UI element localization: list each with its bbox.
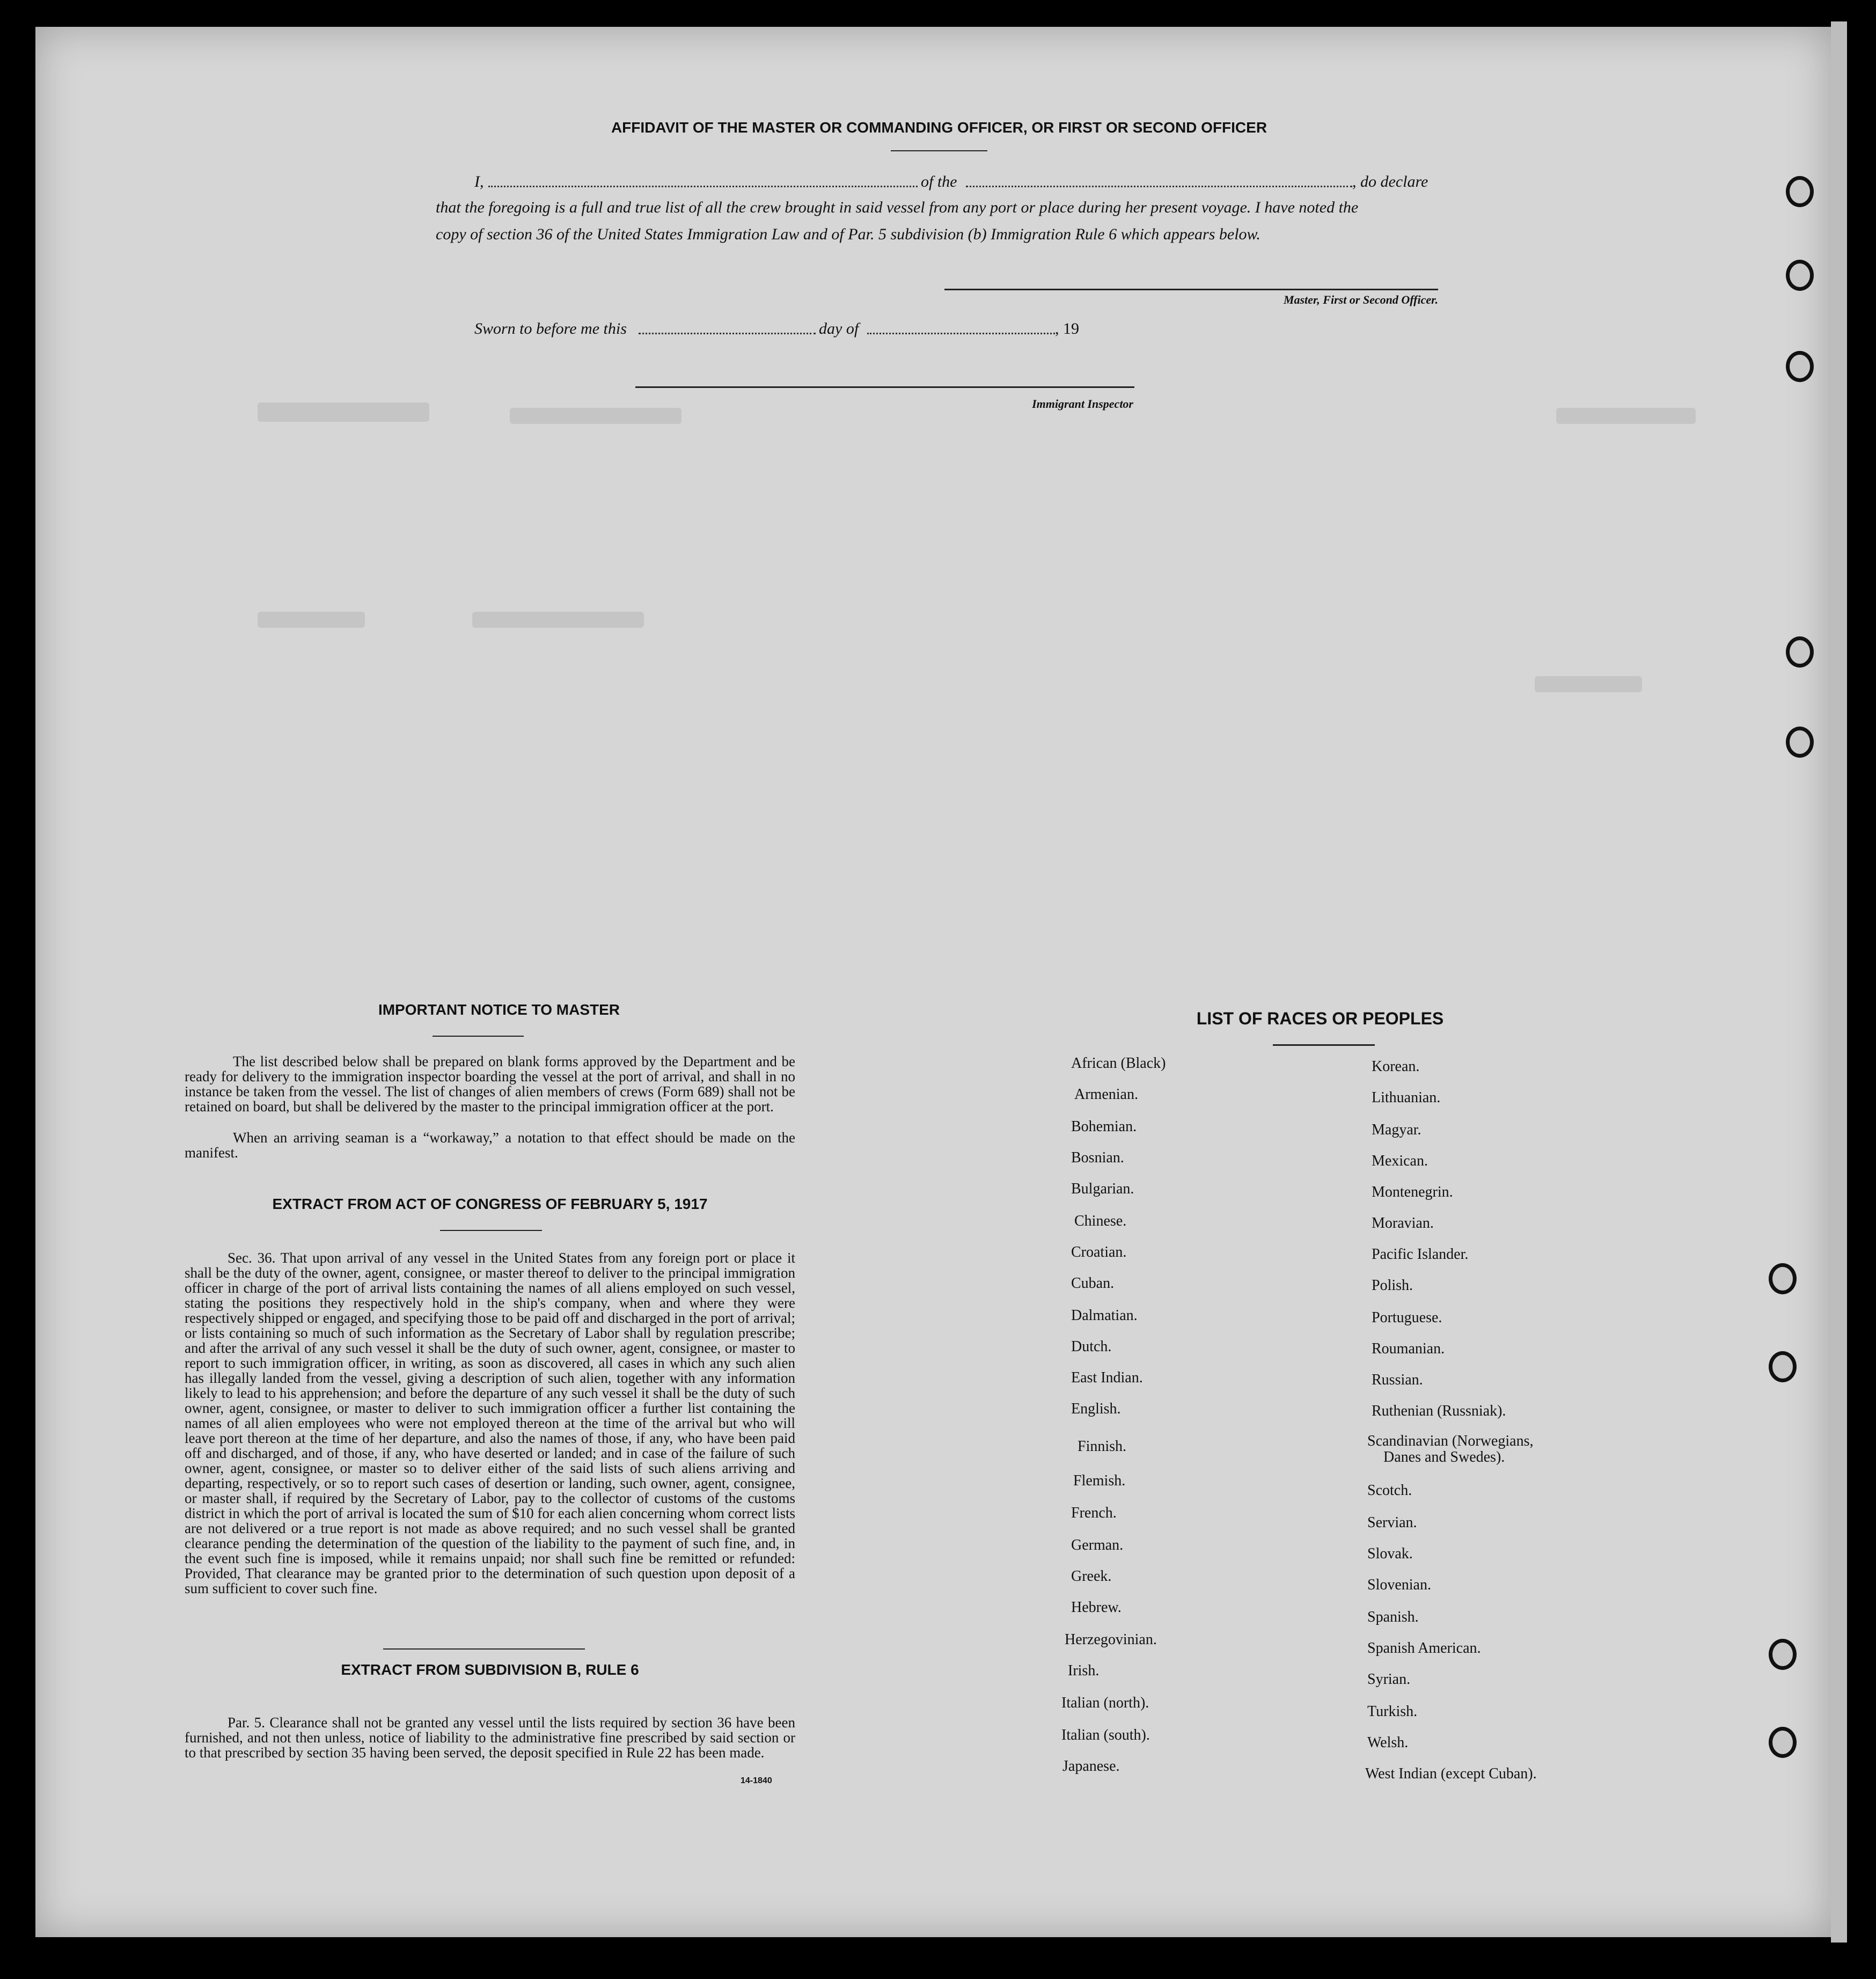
show-through-mark [472, 612, 644, 628]
race-item: Polish. [1372, 1277, 1413, 1294]
punch-hole [1786, 636, 1814, 668]
race-item: Scandinavian (Norwegians, [1367, 1433, 1534, 1449]
race-item: Herzegovinian. [1065, 1631, 1157, 1648]
race-item: Armenian. [1074, 1086, 1138, 1103]
notice-rule [433, 1036, 524, 1037]
punch-hole [1786, 351, 1814, 382]
race-item: Pacific Islander. [1372, 1246, 1469, 1263]
punch-hole [1769, 1639, 1797, 1670]
inspector-caption: Immigrant Inspector [1032, 397, 1133, 411]
race-item: Turkish. [1367, 1703, 1418, 1720]
race-item: Irish. [1068, 1662, 1100, 1679]
race-item: Servian. [1367, 1514, 1417, 1531]
notice-paragraph-1: The list described below shall be prepared on blank forms approved by the Department and be ready for delivery to the immigration inspector boarding the vessel at the port of arrival, and shall in no instance be taken from the vessel. The list of changes of alien members of crews (Form 689) shall not be retained on board, but shall be delivered by the master to the principal immigration officer at the port. [185, 1053, 795, 1115]
race-item: Finnish. [1078, 1438, 1127, 1455]
race-item: Magyar. [1372, 1122, 1421, 1138]
sworn-label: Sworn to before me this [474, 320, 627, 338]
race-item: Korean. [1372, 1058, 1420, 1075]
race-item: German. [1071, 1537, 1124, 1553]
race-item: Japanese. [1062, 1758, 1120, 1775]
race-item: Syrian. [1367, 1671, 1411, 1688]
race-item: East Indian. [1071, 1369, 1143, 1386]
race-item: Dalmatian. [1071, 1307, 1138, 1324]
rule-extract-title: EXTRACT FROM SUBDIVISION B, RULE 6 [341, 1661, 639, 1678]
race-item: Dutch. [1071, 1338, 1112, 1355]
punch-hole [1769, 1263, 1797, 1294]
race-item: Welsh. [1367, 1734, 1409, 1751]
race-item: Ruthenian (Russniak). [1372, 1403, 1506, 1419]
officer-signature-line[interactable] [944, 289, 1438, 290]
race-item: Slovenian. [1367, 1577, 1431, 1593]
sworn-month-field[interactable] [867, 333, 1055, 334]
vessel-label: of the [921, 173, 957, 190]
title-rule [891, 150, 987, 151]
show-through-mark [510, 408, 681, 424]
officer-signature-caption: Master, First or Second Officer. [1283, 293, 1438, 306]
punch-hole [1786, 260, 1814, 291]
race-item: Roumanian. [1372, 1340, 1445, 1357]
affiant-name-field[interactable] [488, 186, 918, 187]
races-title: LIST OF RACES OR PEOPLES [1196, 1009, 1444, 1028]
show-through-mark [1535, 676, 1642, 692]
race-item: French. [1071, 1505, 1117, 1521]
page-edge [1831, 21, 1847, 1943]
race-item: Flemish. [1073, 1472, 1126, 1489]
section-divider [383, 1648, 585, 1650]
race-item: Spanish American. [1367, 1640, 1481, 1657]
year-label: , 19 [1055, 320, 1079, 338]
race-item: Hebrew. [1071, 1599, 1122, 1616]
race-item: Spanish. [1367, 1609, 1419, 1625]
race-item: Russian. [1372, 1372, 1423, 1388]
race-item: Montenegrin. [1372, 1184, 1453, 1200]
race-item: English. [1071, 1401, 1121, 1417]
notice-paragraph-2: When an arriving seaman is a “workaway,” a notation to that effect should be made on the manifest. [185, 1130, 795, 1161]
affidavit-statement-line2: copy of section 36 of the United States Immigration Law and of Par. 5 subdivision (b) Immigration Rule 6 which appears below. [436, 225, 1261, 243]
affidavit-title: AFFIDAVIT OF THE MASTER OR COMMANDING OFFICER, OR FIRST OR SECOND OFFICER [611, 119, 1267, 136]
race-item: Scotch. [1367, 1482, 1412, 1499]
race-item: Slovak. [1367, 1545, 1413, 1562]
race-item: Chinese. [1074, 1213, 1127, 1229]
declare-text: , do declare [1352, 173, 1428, 190]
race-item: Portuguese. [1372, 1309, 1442, 1326]
punch-hole [1786, 176, 1814, 207]
show-through-mark [258, 612, 365, 628]
show-through-mark [258, 402, 429, 422]
race-item: Bohemian. [1071, 1118, 1137, 1135]
race-item: Bulgarian. [1071, 1181, 1134, 1197]
punch-hole [1786, 727, 1814, 758]
vessel-name-field[interactable] [966, 186, 1352, 187]
race-item: African (Black) [1071, 1055, 1166, 1072]
sworn-day-field[interactable] [639, 333, 816, 334]
inspector-signature-line[interactable] [635, 386, 1134, 388]
race-item: Greek. [1071, 1568, 1112, 1585]
notice-title: IMPORTANT NOTICE TO MASTER [378, 1001, 620, 1018]
act-extract-text: Sec. 36. That upon arrival of any vessel in the United States from any foreign port or place it shall be the duty of the owner, agent, consignee, or master thereof to deliver to the principal immigration officer in charge of the port of arrival lists containing the names of all aliens employed on such vessel, stating the positions they respectively hold in the ship's company, when and where they were respectively shipped or engaged, and specifying those to be paid off and discharged in the port of arrival; or lists containing so much of such information as the Secretary of Labor shall by regulation prescribe; and after the arrival of any such vessel it shall be the duty of such owner, agent, consignee, or master to report to such immigration officer, in writing, as soon as discovered, all cases in which any such alien has illegally landed from the vessel, giving a description of such alien, together with any information likely to lead to his apprehension; and before the departure of any such vessel it shall be the duty of such owner, agent, consignee, or master to deliver to such immigration officer a further list containing the names of all alien employees who were not employed thereon at the time of the arrival but who will leave port thereon at the time of her departure, and also the names of those, if any, who have been paid off and discharged, and of those, if any, who have deserted or landed; and in case of the failure of such owner, agent, consignee, or master so to deliver either of the said lists of such aliens arriving and departing, respectively, or so to report such cases of desertion or landing, such owner, agent, consignee, or master shall, if required by the Secretary of Labor, pay to the collector of customs of the customs district in which the port of arrival is located the sum of $10 for each alien concerning whom correct lists are not delivered or a true report is not made as above required; and no such vessel shall be granted clearance pending the determination of the question of the liability to the payment of such fine, and, in the event such fine is imposed, while it remains unpaid; nor shall such fine be remitted or refunded: Provided, That clearance may be granted prior to the determination of such question upon deposit of a sum sufficient to cover such fine. [185, 1250, 795, 1596]
affiant-label: I, [474, 173, 484, 190]
rule-extract-text: Par. 5. Clearance shall not be granted any vessel until the lists required by section 36 have been furnished, and not then unless, notice of liability to the administrative fine prescribed by said section or to that prescribed by section 35 having been served, the deposit specified in Rule 22 has been made. [185, 1714, 795, 1761]
affidavit-statement-line1: that the foregoing is a full and true list of all the crew brought in said vessel from any port or place during her present voyage. I have noted the [436, 199, 1359, 216]
punch-hole [1769, 1727, 1797, 1758]
race-item: Mexican. [1372, 1153, 1428, 1169]
act-rule [440, 1230, 542, 1231]
races-rule [1273, 1044, 1375, 1046]
document-page [35, 27, 1831, 1937]
race-item: Bosnian. [1071, 1149, 1124, 1166]
race-item: West Indian (except Cuban). [1365, 1765, 1537, 1782]
show-through-mark [1556, 408, 1696, 424]
act-extract-title: EXTRACT FROM ACT OF CONGRESS OF FEBRUARY 5, 1917 [272, 1196, 708, 1212]
race-item: Lithuanian. [1372, 1089, 1441, 1106]
race-item: Italian (south). [1061, 1727, 1150, 1743]
race-item: Croatian. [1071, 1244, 1127, 1260]
race-item: Moravian. [1372, 1215, 1434, 1232]
race-item: Cuban. [1071, 1275, 1115, 1292]
punch-hole [1769, 1351, 1797, 1382]
form-number: 14-1840 [741, 1776, 772, 1785]
race-item: Danes and Swedes). [1383, 1449, 1505, 1465]
day-of-label: day of [819, 320, 859, 338]
race-item: Italian (north). [1061, 1695, 1149, 1711]
